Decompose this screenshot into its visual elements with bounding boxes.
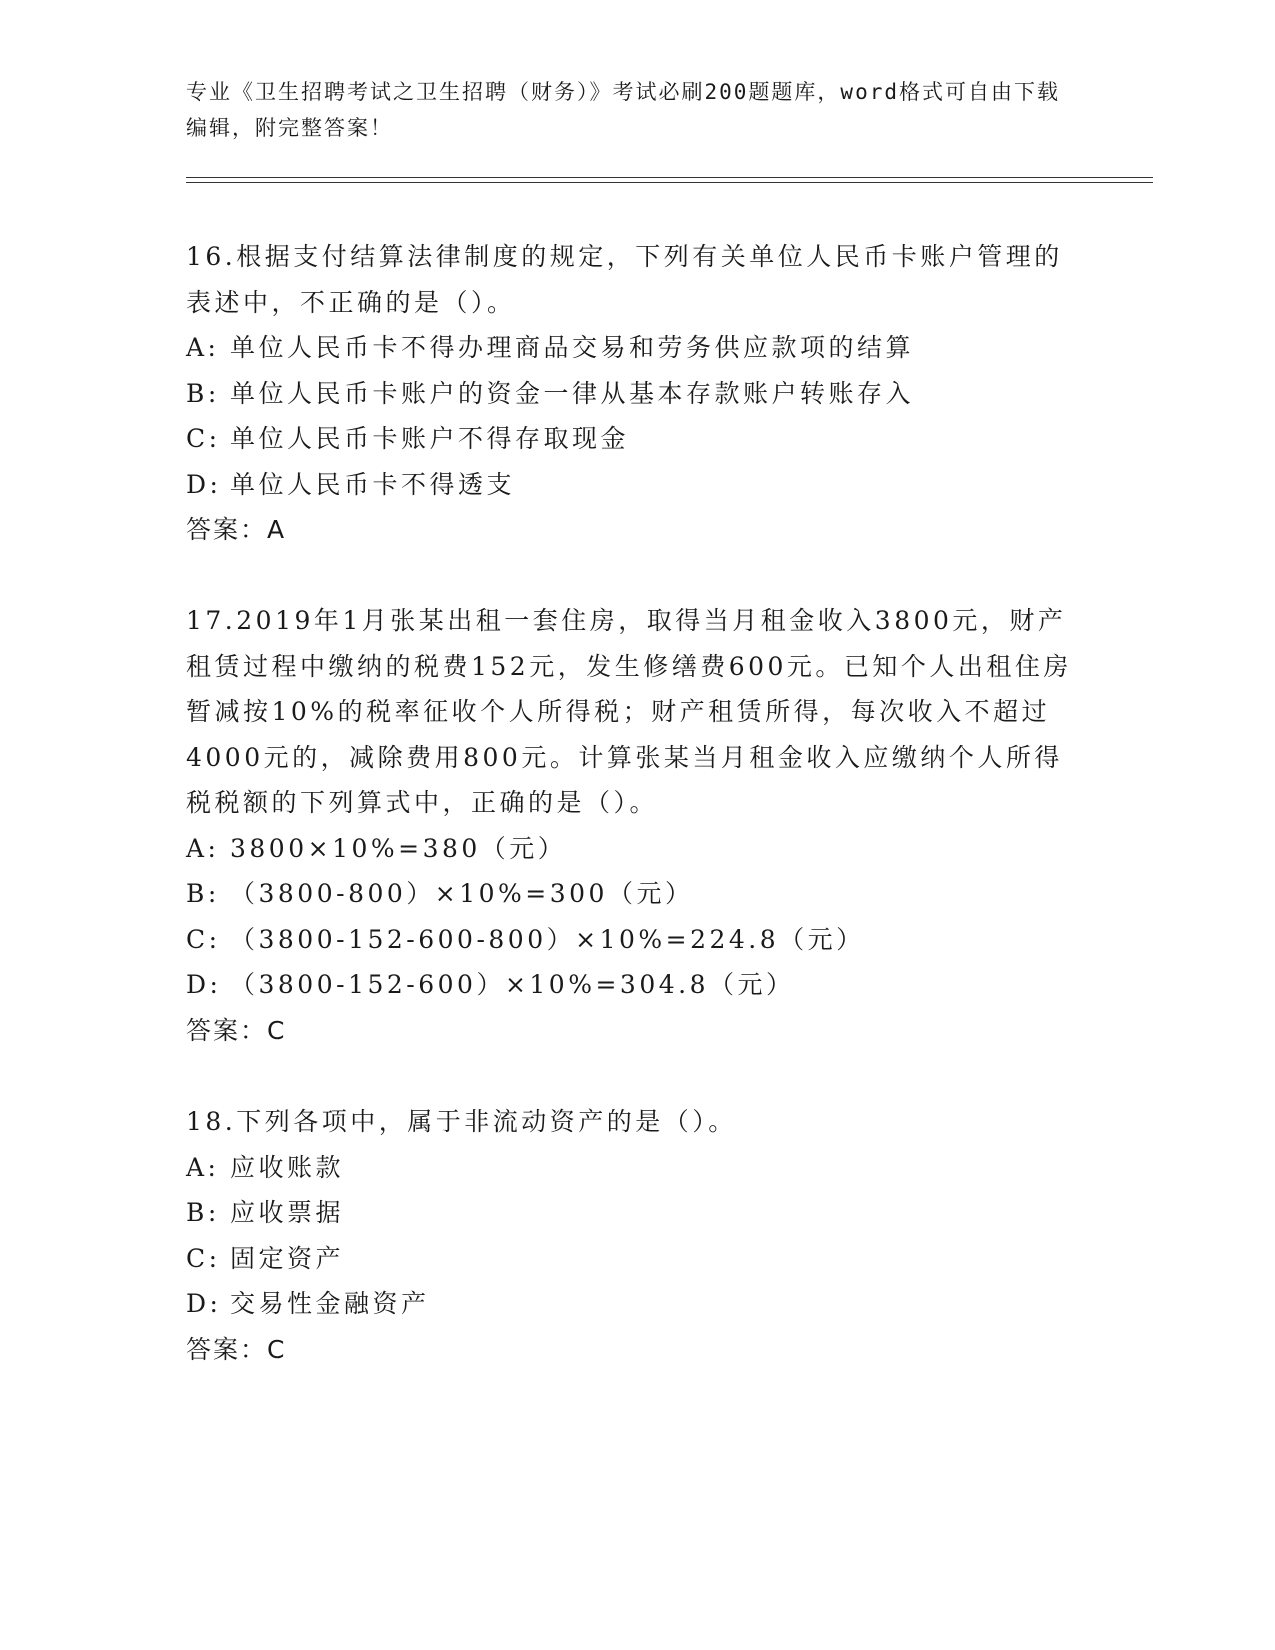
option-letter: D: xyxy=(186,469,222,499)
option-letter: C: xyxy=(186,924,221,954)
option-d xyxy=(186,962,1086,1008)
option-text: 3800×10%=380（元） xyxy=(230,833,567,863)
option-text: 应收账款 xyxy=(230,1152,345,1182)
option-a xyxy=(186,826,1086,872)
option-b xyxy=(186,871,1086,917)
option-text: （3800-152-600）×10%=304.8（元） xyxy=(230,970,795,999)
option-c xyxy=(186,416,1086,462)
option-text: 固定资产 xyxy=(230,1243,345,1273)
option-letter: B: xyxy=(186,378,220,408)
option-text: 交易性金融资产 xyxy=(230,1289,430,1318)
option-d xyxy=(186,1281,1086,1327)
option-a xyxy=(186,325,1086,371)
option-letter: B: xyxy=(186,879,220,908)
answer-line: 答案：C xyxy=(186,1015,287,1045)
option-b xyxy=(186,1190,1086,1236)
option-text: 单位人民币卡账户不得存取现金 xyxy=(230,424,630,453)
option-a xyxy=(186,1145,1086,1191)
option-text: （3800-800）×10%=300（元） xyxy=(230,879,694,908)
question-16 xyxy=(186,234,1086,553)
option-letter: C: xyxy=(186,1243,221,1273)
option-letter: A: xyxy=(186,833,220,863)
header-divider-bottom xyxy=(186,182,1153,183)
question-stem: 18.下列各项中，属于非流动资产的是（）。 xyxy=(186,1107,737,1136)
header-divider-top xyxy=(186,177,1153,178)
option-letter: A: xyxy=(186,1152,220,1182)
option-c xyxy=(186,917,1086,963)
option-text: 单位人民币卡不得透支 xyxy=(230,469,516,499)
answer-line: 答案：C xyxy=(186,1334,287,1364)
option-letter: C: xyxy=(186,424,221,453)
option-letter: D: xyxy=(186,1289,222,1318)
question-18 xyxy=(186,1099,1086,1372)
document-header: 专业《卫生招聘考试之卫生招聘（财务）》考试必刷200题题库，word格式可自由下载编辑，附完整答案！ xyxy=(186,80,1060,140)
option-c xyxy=(186,1236,1086,1282)
question-17 xyxy=(186,598,1086,1053)
option-text: 应收票据 xyxy=(230,1198,345,1227)
answer-line: 答案：A xyxy=(186,515,287,544)
option-letter: B: xyxy=(186,1198,220,1227)
option-letter: A: xyxy=(186,333,220,362)
option-d xyxy=(186,462,1086,508)
question-stem: 17.2019年1月张某出租一套住房，取得当月租金收入3800元，财产租赁过程中缴纳的税费152元，发生修缮费600元。已知个人出租住房暂减按10%的税率征收个人所得税；财产租赁所得，每次收入不超过4000元的，减除费用800元。计算张某当月租金收入应缴纳个人所得税税额的下列算式中，正确的是（）。 xyxy=(186,606,1072,817)
option-b xyxy=(186,371,1086,417)
option-text: 单位人民币卡不得办理商品交易和劳务供应款项的结算 xyxy=(230,333,915,362)
option-text: 单位人民币卡账户的资金一律从基本存款账户转账存入 xyxy=(230,378,915,408)
option-letter: D: xyxy=(186,970,222,999)
question-stem: 16.根据支付结算法律制度的规定，下列有关单位人民币卡账户管理的表述中，不正确的是（）。 xyxy=(186,242,1063,317)
option-text: （3800-152-600-800）×10%=224.8（元） xyxy=(230,924,865,954)
